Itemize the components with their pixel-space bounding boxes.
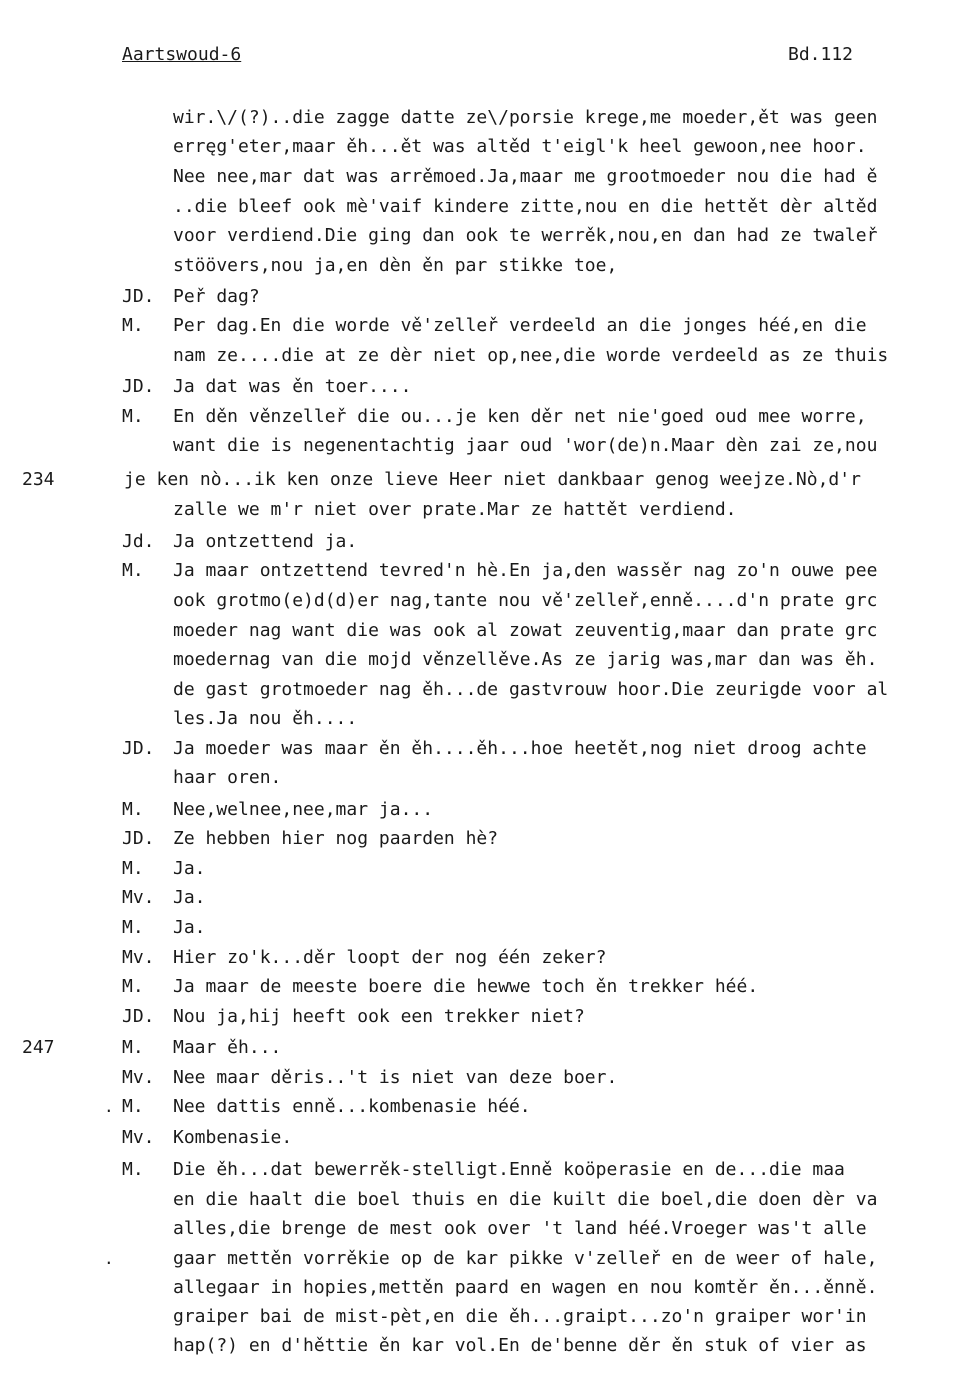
- line-text: je ken nò...ik ken onze lieve Heer niet dankbaar genog weejze.Nò,d'r: [124, 469, 861, 490]
- transcript-line: [0, 341, 973, 371]
- transcript-line: [0, 1033, 973, 1063]
- transcript-line: [0, 645, 973, 675]
- line-number: 247: [22, 1037, 55, 1058]
- transcript-line: [0, 132, 973, 162]
- transcript-line: [0, 972, 973, 1002]
- transcript-line: [0, 1002, 973, 1032]
- line-text: en die haalt die boel thuis en die kuilt die boel,die doen dèr va: [173, 1189, 878, 1210]
- line-text: moedernag van die mojd věnzellěve.As ze jarig was,mar dan was ěh.: [173, 649, 878, 670]
- transcript-line: [0, 431, 973, 461]
- line-text: haar oren.: [173, 767, 282, 788]
- line-text: Ja.: [173, 858, 206, 879]
- line-text: allegaar in hopies,mettěn paard en wagen en nou komtěr ěn...ěnně.: [173, 1277, 878, 1298]
- speaker-label: M.: [122, 1096, 144, 1117]
- line-text: zalle we m'r niet over prate.Mar ze hattět verdiend.: [173, 499, 737, 520]
- transcript-line: [0, 943, 973, 973]
- speaker-label: M.: [122, 858, 144, 879]
- transcript-line: [0, 1331, 973, 1361]
- page-reference: Bd.112: [788, 44, 854, 65]
- transcript-line: [0, 734, 973, 764]
- line-text: En děn věnzelleř die ou...je ken děr net nie'goed oud mee worre,: [173, 406, 867, 427]
- transcript-line: [0, 1063, 973, 1093]
- page-header: [122, 44, 973, 68]
- transcript-line: [0, 1273, 973, 1303]
- speaker-label: Mv.: [122, 1067, 155, 1088]
- transcript-line: [0, 854, 973, 884]
- transcript-line: [0, 616, 973, 646]
- speaker-label: M.: [122, 799, 144, 820]
- line-text: Ja ontzettend ja.: [173, 531, 358, 552]
- transcript-line: [0, 103, 973, 133]
- transcript-line: [0, 763, 973, 793]
- transcript-line: [0, 824, 973, 854]
- line-text: Ja maar de meeste boere die hewwe toch ěn trekker héé.: [173, 976, 759, 997]
- line-text: Hier zo'k...děr loopt der nog één zeker?: [173, 947, 607, 968]
- speaker-label: M.: [122, 1037, 144, 1058]
- line-text: ook grotmo(e)d(d)er nag,tante nou vě'zelleř,enně....d'n prate grc: [173, 590, 878, 611]
- line-text: erręg'eter,maar ěh...ět was altěd t'eigl'k heel gewoon,nee hoor.: [173, 136, 867, 157]
- line-text: graiper bai de mist-pèt,en die ěh...graipt...zo'n graiper wor'in: [173, 1306, 867, 1327]
- speaker-label: M.: [122, 917, 144, 938]
- transcript-line: [0, 704, 973, 734]
- transcript-line: [0, 883, 973, 913]
- line-text: Ja moeder was maar ěn ěh....ěh...hoe heetět,nog niet droog achte: [173, 738, 867, 759]
- document-title: Aartswoud-6: [122, 44, 242, 65]
- line-text: Ze hebben hier nog paarden hè?: [173, 828, 499, 849]
- margin-mark: .: [104, 1249, 114, 1268]
- line-text: Ja.: [173, 887, 206, 908]
- line-text: ..die bleef ook mè'vaif kindere zitte,nou en die hettět dèr altěd: [173, 196, 878, 217]
- transcript-line: [0, 372, 973, 402]
- line-text: Nou ja,hij heeft ook een trekker niet?: [173, 1006, 585, 1027]
- line-text: Maar ěh...: [173, 1037, 282, 1058]
- transcript-line: [0, 162, 973, 192]
- speaker-label: Mv.: [122, 1127, 155, 1148]
- line-text: wir.\/(?)..die zagge datte ze\/porsie krege,me moeder,ět was geen: [173, 107, 878, 128]
- transcript-line: [0, 1302, 973, 1332]
- line-text: hap(?) en d'hěttie ěn kar vol.En de'benne děr ěn stuk of vier as: [173, 1335, 867, 1356]
- line-text: alles,die brenge de mest ook over 't land héé.Vroeger was't alle: [173, 1218, 867, 1239]
- line-text: want die is negenentachtig jaar oud 'wor(de)n.Maar dèn zai ze,nou: [173, 435, 878, 456]
- transcript-line: [0, 586, 973, 616]
- line-text: Kombenasie.: [173, 1127, 293, 1148]
- line-text: voor verdiend.Die ging dan ook te werrěk,nou,en dan had ze twaleř: [173, 225, 878, 246]
- line-text: moeder nag want die was ook al zowat zeuventig,maar dan prate grc: [173, 620, 878, 641]
- speaker-label: Jd.: [122, 531, 155, 552]
- line-text: Nee,welnee,nee,mar ja...: [173, 799, 434, 820]
- line-text: Nee dattis enně...kombenasie héé.: [173, 1096, 531, 1117]
- transcript-line: [0, 495, 973, 525]
- line-text: Per dag.En die worde vě'zelleř verdeeld an die jonges héé,en die: [173, 315, 867, 336]
- transcript-line: [0, 192, 973, 222]
- line-text: de gast grotmoeder nag ěh...de gastvrouw hoor.Die zeurigde voor al: [173, 679, 889, 700]
- transcript-line: [0, 282, 973, 312]
- line-text: les.Ja nou ěh....: [173, 708, 358, 729]
- speaker-label: Mv.: [122, 947, 155, 968]
- speaker-label: JD.: [122, 1006, 155, 1027]
- speaker-label: M.: [122, 315, 144, 336]
- transcript-line: [0, 221, 973, 251]
- line-text: Nee nee,mar dat was arrěmoed.Ja,maar me grootmoeder nou die had ě: [173, 166, 878, 187]
- speaker-label: M.: [122, 560, 144, 581]
- transcript-line: [0, 251, 973, 281]
- line-text: gaar mettěn vorrěkie op de kar pikke v'zelleř en de weer of hale,: [173, 1248, 878, 1269]
- line-text: Ja maar ontzettend tevred'n hè.En ja,den wassěr nag zo'n ouwe pee: [173, 560, 878, 581]
- transcript-line: [0, 527, 973, 557]
- speaker-label: JD.: [122, 738, 155, 759]
- speaker-label: JD.: [122, 286, 155, 307]
- line-text: Die ěh...dat bewerrěk-stelligt.Enně koöperasie en de...die maa: [173, 1159, 845, 1180]
- transcript-line: [0, 1185, 973, 1215]
- speaker-label: M.: [122, 1159, 144, 1180]
- speaker-label: M.: [122, 406, 144, 427]
- transcript-line: [0, 465, 973, 495]
- transcript-line: [0, 556, 973, 586]
- transcript-line: [0, 675, 973, 705]
- margin-mark: .: [104, 1097, 114, 1116]
- transcript-line: [0, 1155, 973, 1185]
- speaker-label: M.: [122, 976, 144, 997]
- transcript-line: [0, 1123, 973, 1153]
- line-text: nam ze....die at ze dèr niet op,nee,die worde verdeeld as ze thuis: [173, 345, 889, 366]
- line-text: Ja dat was ěn toer....: [173, 376, 412, 397]
- transcript-line: [0, 1214, 973, 1244]
- speaker-label: Mv.: [122, 887, 155, 908]
- transcript-line: [0, 913, 973, 943]
- line-text: stöövers,nou ja,en dèn ěn par stikke toe,: [173, 255, 618, 276]
- speaker-label: JD.: [122, 376, 155, 397]
- transcript-line: [0, 1092, 973, 1122]
- transcript-line: [0, 311, 973, 341]
- line-text: Peř dag?: [173, 286, 260, 307]
- line-text: Nee maar děris..'t is niet van deze boer.: [173, 1067, 618, 1088]
- speaker-label: JD.: [122, 828, 155, 849]
- transcript-line: [0, 795, 973, 825]
- line-number: 234: [22, 469, 55, 490]
- transcript-line: [0, 1244, 973, 1274]
- transcript-line: [0, 402, 973, 432]
- line-text: Ja.: [173, 917, 206, 938]
